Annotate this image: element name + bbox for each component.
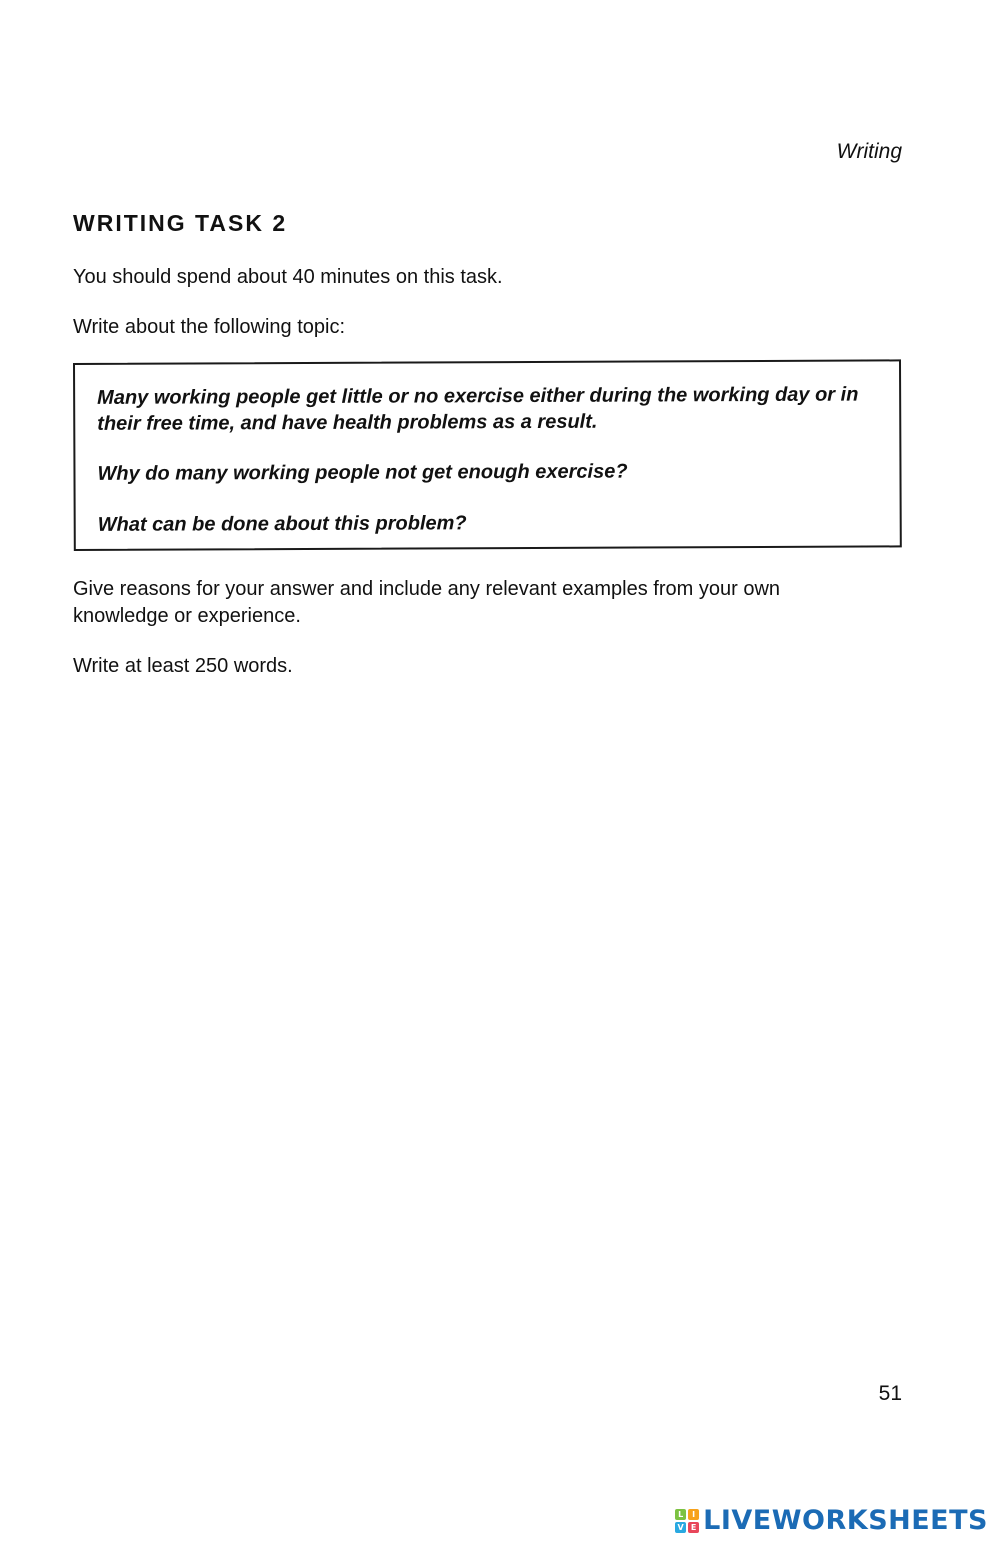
task-title: WRITING TASK 2: [73, 210, 288, 236]
time-instruction: You should spend about 40 minutes on this task.: [73, 266, 503, 288]
logo-letter-v: V: [675, 1522, 686, 1533]
logo-letter-l: L: [675, 1509, 686, 1520]
logo-letter-e: E: [688, 1522, 699, 1533]
section-header: Writing: [836, 140, 902, 163]
page-number: 51: [878, 1382, 902, 1405]
topic-question-2: What can be done about this problem?: [97, 512, 467, 536]
logo-letter-i: I: [688, 1509, 699, 1520]
topic-instruction: Write about the following topic:: [73, 316, 346, 338]
word-count-instruction: Write at least 250 words.: [73, 655, 293, 677]
topic-box: [73, 359, 902, 551]
liveworksheets-brand[interactable]: [675, 1505, 988, 1536]
liveworksheets-logo-icon: [675, 1509, 699, 1533]
topic-question-1: Why do many working people not get enough exercise?: [97, 460, 628, 485]
reasons-instruction: Give reasons for your answer and include any relevant examples from your own knowledge or experience.: [73, 578, 781, 627]
topic-statement: Many working people get little or no exercise either during the working day or in their free time, and have health problems as a result.: [97, 383, 859, 435]
brand-text: LIVEWORKSHEETS: [703, 1505, 988, 1536]
